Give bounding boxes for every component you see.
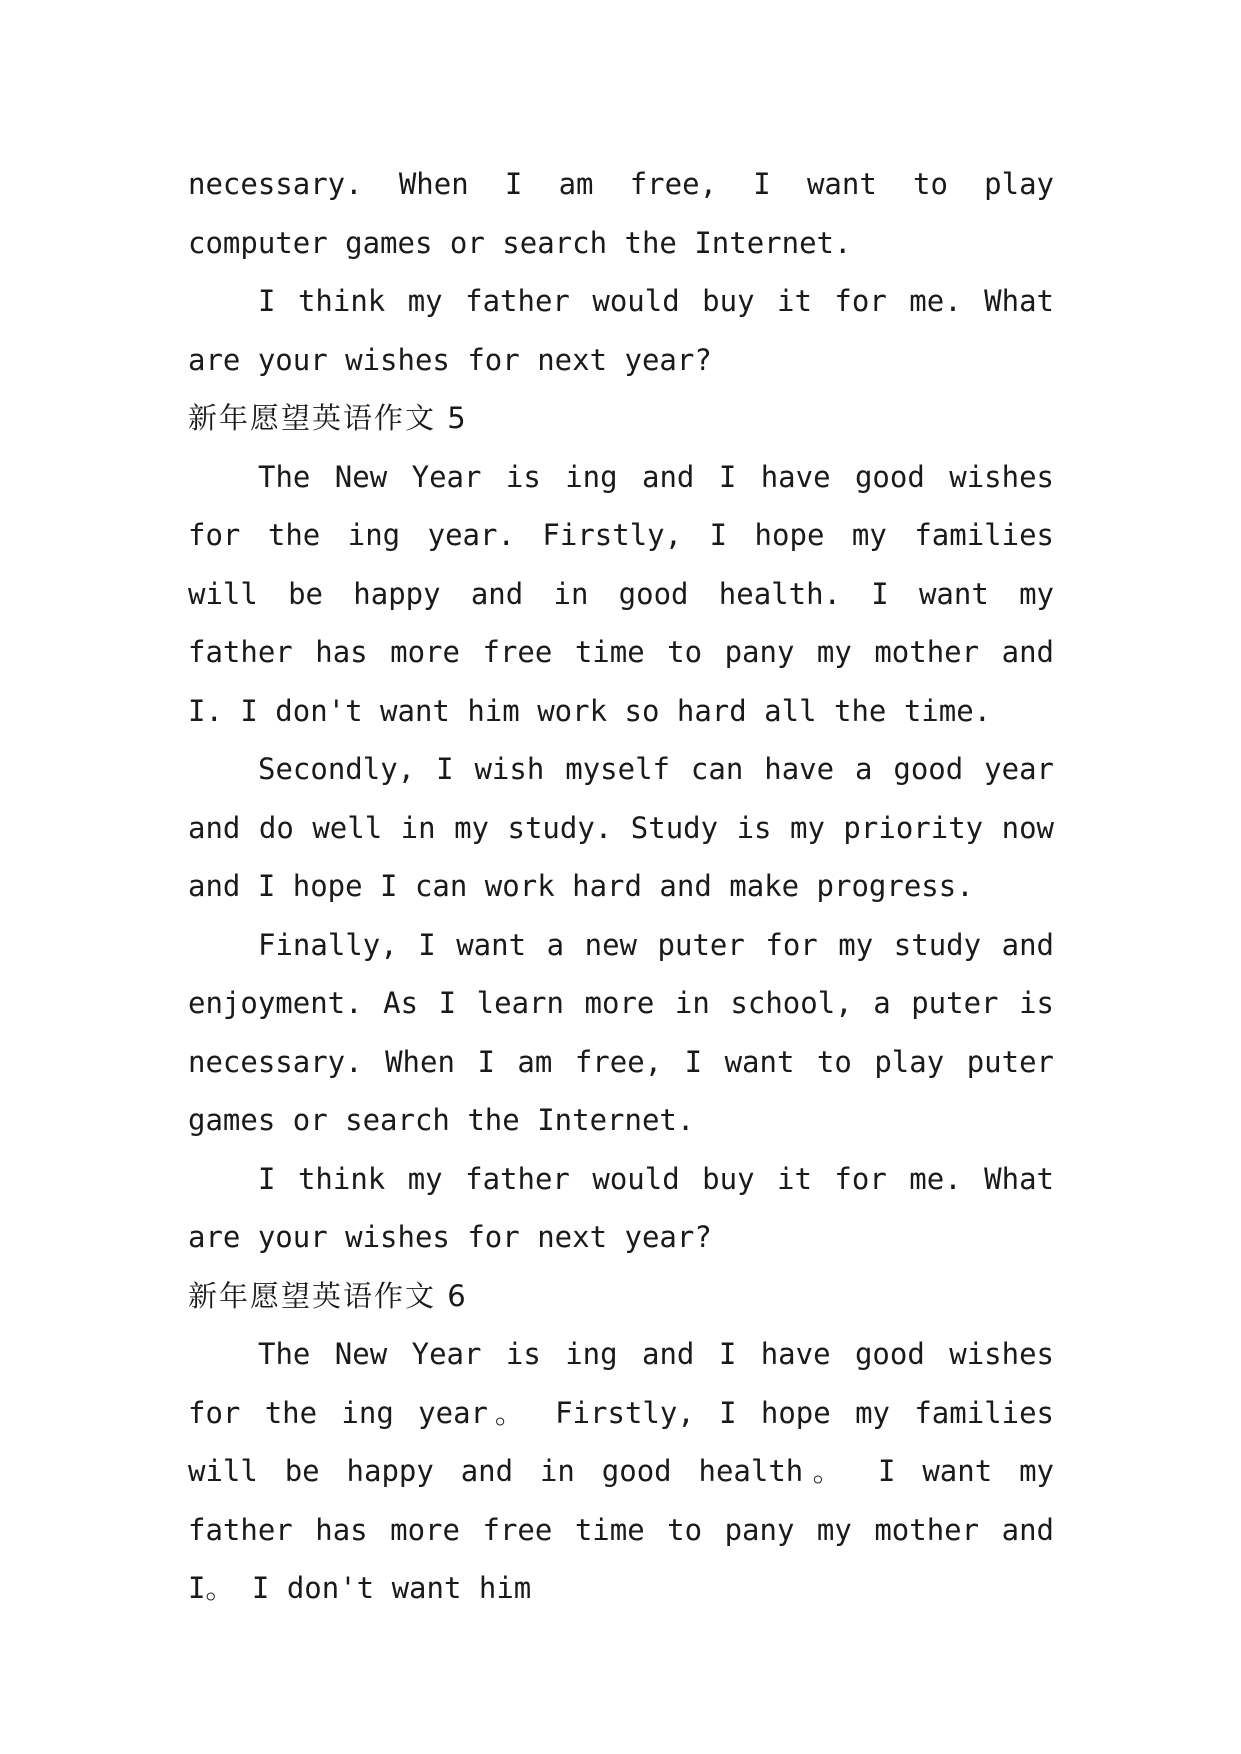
paragraph-continued: necessary. When I am free, I want to play computer games or search the Internet. <box>188 167 1054 260</box>
paragraph: I think my father would buy it for me. What are your wishes for next year? <box>188 1161 1054 1254</box>
document-body <box>188 155 1054 1618</box>
paragraph: Finally, I want a new puter for my study and enjoyment. As I learn more in school, a puter is necessary. When I am free, I want to play puter games or search the Internet. <box>188 927 1054 1137</box>
paragraph: The New Year is ing and I have good wishes for the ing year。 Firstly, I hope my families will be happy and in good health。 I want my father has more free time to pany my mother and I。 I don't want him <box>188 1337 1054 1605</box>
section-heading: 新年愿望英语作文 6 <box>188 1278 468 1313</box>
paragraph: The New Year is ing and I have good wishes for the ing year. Firstly, I hope my families will be happy and in good health. I want my father has more free time to pany my mother and I. I don't want him work so hard all the time. <box>188 459 1054 728</box>
paragraph: I think my father would buy it for me. What are your wishes for next year? <box>188 284 1054 377</box>
section-heading: 新年愿望英语作文 5 <box>188 401 468 435</box>
paragraph: Secondly, I wish myself can have a good year and do well in my study. Study is my priority now and I hope I can work hard and make progress. <box>188 752 1054 903</box>
